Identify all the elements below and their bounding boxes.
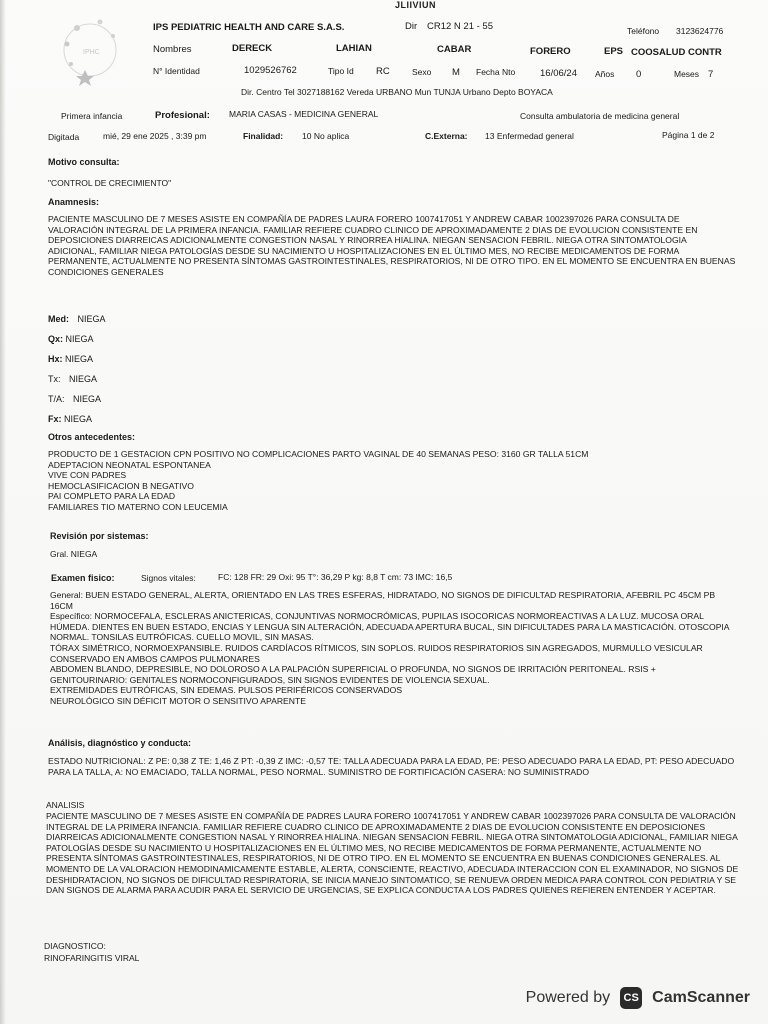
apellido1: CABAR <box>437 44 472 55</box>
antecedente-item: Qx: NIEGA <box>48 334 94 344</box>
tel-label: Teléfono <box>627 26 660 36</box>
otros-line: HEMOCLASIFICACION B NEGATIVO <box>48 480 194 491</box>
apellido2: FORERO <box>530 46 571 57</box>
digitada-label: Digitada <box>48 132 80 142</box>
anamnesis-text: PACIENTE MASCULINO DE 7 MESES ASISTE EN COMPAÑÍA DE PADRES LAURA FORERO 1007417051 Y ANDREW CABAR 1002397026 PARA CONSULTA DE VALORACIÓN INTEGRAL DE LA PRIMERA INFANCIA. FAMILIAR REFIERE CUADRO CLINICO DE APROXIMADAMENTE 2 DIAS DE EVOLUCION CONSISTENTE EN DEPOSICIONES DIARREICAS ADICIONALMENTE CONGESTION NASAL Y RINORREA HIALINA. NIEGAN SENSACION FEBRIL. NIEGA OTRA SINTOMATOLOGIA ADICIONAL, FAMILIAR NIEGA PATOLOGÍAS DESDE SU NACIMIENTO U HOSPITALIZACIONES EN EL ÚLTIMO MES, NO RECIBE MEDICAMENTOS DE FORMA PERMANENTE, ACTUALMENTE NO PRESENTA SÍNTOMAS GASTROINTESTINALES, RESPIRATORIOS, NI DE OTRO TIPO. EN EL MOMENTO SE ENCUENTRA EN BUENAS CONDICIONES GENERALES <box>48 214 736 277</box>
cut-header-text: JLIIVIUN <box>395 0 437 10</box>
antecedente-item: Fx: NIEGA <box>48 414 93 424</box>
revision-label: Revisión por sistemas: <box>50 531 149 541</box>
diagnostico-value: RINOFARINGITIS VIRAL <box>44 953 140 963</box>
eps-label: EPS <box>604 46 624 57</box>
antecedente-item: Hx: NIEGA <box>48 354 94 364</box>
sexo-value: M <box>452 67 460 78</box>
tipo-id-label: Tipo Id <box>328 66 354 76</box>
otros-line: VIVE CON PADRES <box>48 470 127 481</box>
scan-edge-shadow <box>0 0 6 1024</box>
consulta-tipo: Consulta ambulatoria de medicina general <box>520 111 680 121</box>
meses-value: 7 <box>708 69 714 80</box>
motivo-value: "CONTROL DE CRECIMIENTO" <box>48 178 172 188</box>
analisis-text: PACIENTE MASCULINO DE 7 MESES ASISTE EN COMPAÑÍA DE PADRES LAURA FORERO 1007417051 Y ANDREW CABAR 1002397026 PARA CONSULTA DE VALORACIÓN INTEGRAL DE LA PRIMERA INFANCIA. FAMILIAR REFIERE CUADRO CLINICO DE APROXIMADAMENTE 2 DIAS DE EVOLUCION CONSISTENTE EN DEPOSICIONES DIARREICAS ADICIONALMENTE CONGESTION NASAL Y RINORREA HIALINA. NIEGAN SENSACION FEBRIL. NIEGA OTRA SINTOMATOLOGIA ADICIONAL, FAMILIAR NIEGA PATOLOGÍAS DESDE SU NACIMIENTO U HOSPITALIZACIONES EN EL ÚLTIMO MES, NO RECIBE MEDICAMENTOS DE FORMA PERMANENTE, ACTUALMENTE NO PRESENTA SÍNTOMAS GASTROINTESTINALES, RESPIRATORIOS, NI DE OTRO TIPO. EN EL MOMENTO SE ENCUENTRA EN BUENAS CONDICIONES GENERALES. AL MOMENTO DE LA VALORACION HEMODINAMICAMENTE ESTABLE, ALERTA, CONSCIENTE, REACTIVO, ADECUADA INTERACCION CON EL EXAMINADOR, NO SIGNOS DE DESHIDRATACION, NO SIGNOS DE DIFICULTAD RESPIRATORIA, SE INICIA MANEJO SINTOMATICO, SE RENUEVA ORDEN MEDICA PARA CONTROL CON PEDIATRIA Y SE DAN SIGNOS DE ALARMA PARA ACUDIR PARA EL SERVICIO DE URGENCIAS, SE EXPLICA CONDUCTA A LOS PADRES QUIENES REFIEREN ENTENDER Y ACEPTAR. <box>46 811 739 896</box>
page-number: Página 1 de 2 <box>662 130 715 140</box>
antecedente-item: Med: NIEGA <box>48 314 106 324</box>
otros-line: FAMILIARES TIO MATERNO CON LEUCEMIA <box>48 501 228 512</box>
id-value: 1029526762 <box>244 65 297 76</box>
camscanner-watermark <box>526 982 750 1014</box>
otros-list <box>48 449 588 513</box>
revision-value: Gral. NIEGA <box>50 549 98 559</box>
diagnostico-title: DIAGNOSTICO: <box>44 941 106 951</box>
grupo-etario: Primera infancia <box>61 111 123 121</box>
clinic-name: IPS PEDIATRIC HEALTH AND CARE S.A.S. <box>153 22 345 33</box>
address-line: Dir. Centro Tel 3027188162 Vereda URBANO Mun TUNJA Urbano Depto BOYACA <box>241 87 553 97</box>
examen-text: General: BUEN ESTADO GENERAL, ALERTA, ORIENTADO EN LAS TRES ESFERAS, HIDRATADO, NO SIGNOS DE DIFICULTAD RESPIRATORIA, AFEBRIL PC 45CM PB 16CM Específico: NORMOCEFALA, ESCLERAS ANICTERICAS, CONJUNTIVAS NORMOCRÓMICAS, PUPILAS ISOCORICAS NORMOREACTIVAS A LA LUZ. MUCOSA ORAL HÚMEDA. DIENTES EN BUEN ESTADO, ENCIAS Y LENGUA SIN ALTERACIÓN, ADECUADA APERTURA BUCAL, SIN DIFICULTADES PARA LA MASTICACIÓN. OTOSCOPIA NORMAL. TONSILAS EUTRÓFICAS. CUELLO MOVIL, SIN MASAS. TÓRAX SIMÉTRICO, NORMOEXPANSIBLE. RUIDOS CARDÍACOS RÍTMICOS, SIN SOPLOS. RUIDOS RESPIRATORIOS SIN AGREGADOS, MURMULLO VESICULAR CONSERVADO EN AMBOS CAMPOS PULMONARES ABDOMEN BLANDO, DEPRESIBLE, NO DOLOROSO A LA PALPACIÓN SUPERFICIAL O PROFUNDA, NO SIGNOS DE IRRITACIÓN PERITONEAL. RSIS + GENITOURINARIO: GENITALES NORMOCONFIGURADOS, SIN SIGNOS EVIDENTES DE VIOLENCIA SEXUAL. EXTREMIDADES EUTRÓFICAS, SIN EDEMAS. PULSOS PERIFÉRICOS CONSERVADOS NEUROLÓGICO SIN DÉFICIT MOTOR O SENSITIVO APARENTE <box>50 590 730 706</box>
fecha-nto-value: 16/06/24 <box>540 68 577 79</box>
finalidad-label: Finalidad: <box>243 131 284 141</box>
dir-label: Dir <box>405 21 418 32</box>
eps-value: COOSALUD CONTR <box>631 47 722 58</box>
meses-label: Meses <box>674 69 700 79</box>
anos-value: 0 <box>636 69 642 80</box>
analisis-title: ANALISIS <box>46 800 85 810</box>
finalidad-value: 10 No aplica <box>302 131 350 141</box>
motivo-label: Motivo consulta: <box>48 157 120 167</box>
nombres-label: Nombres <box>153 44 192 55</box>
svg-text:IPHC: IPHC <box>83 49 100 56</box>
digitada-value: mié, 29 ene 2025 , 3:39 pm <box>103 131 207 141</box>
powered-by-text: Powered by <box>525 989 611 1006</box>
camscanner-brand: CamScanner <box>652 989 750 1006</box>
otros-line: ADEPTACION NEONATAL ESPONTANEA <box>48 459 211 470</box>
clinic-logo-icon <box>55 14 125 86</box>
anamnesis-label: Anamnesis: <box>48 197 100 207</box>
anos-label: Años <box>595 69 615 79</box>
tel-value: 3123624776 <box>676 26 724 36</box>
tipo-id-value: RC <box>376 66 390 77</box>
dir-value: CR12 N 21 - 55 <box>427 21 494 32</box>
otros-label: Otros antecedentes: <box>48 432 136 442</box>
antecedente-item: Tx: NIEGA <box>48 374 98 384</box>
estado-nutricional-text: ESTADO NUTRICIONAL: Z PE: 0,38 Z TE: 1,46 Z PT: -0,39 Z IMC: -0,57 TE: TALLA ADECUADA PARA LA EDAD, PE: PESO ADECUADO PARA LA EDAD, PT: PESO ADECUADO PARA LA TALLA, A: NO EMACIADO, TALLA NORMAL, PESO NORMAL. SUMINISTRO DE FORTIFICACIÓN CASERA: NO SUMINISTRADO <box>48 756 735 777</box>
signos-value: FC: 128 FR: 29 Oxi: 95 T°: 36,29 P kg: 8,8 T cm: 73 IMC: 16,5 <box>218 572 453 582</box>
cexterna-label: C.Externa: <box>425 131 468 141</box>
analisis-label: Análisis, diagnóstico y conducta: <box>48 738 192 748</box>
id-label: N° Identidad <box>153 66 200 76</box>
signos-label: Signos vitales: <box>141 573 196 583</box>
profesional-value: MARIA CASAS - MEDICINA GENERAL <box>229 109 379 119</box>
nombre1: DERECK <box>232 43 273 54</box>
fecha-nto-label: Fecha Nto <box>476 67 516 77</box>
sexo-label: Sexo <box>412 67 432 77</box>
examen-label: Examen fisico: <box>51 573 115 583</box>
otros-line: PRODUCTO DE 1 GESTACION CPN POSITIVO NO COMPLICACIONES PARTO VAGINAL DE 40 SEMANAS PESO: 3160 GR TALLA 51CM <box>48 449 589 459</box>
profesional-label: Profesional: <box>155 110 210 121</box>
camscanner-logo-icon: CS <box>620 987 642 1009</box>
nombre2: LAHIAN <box>336 43 372 54</box>
cexterna-value: 13 Enfermedad general <box>485 131 574 141</box>
antecedente-item: T/A: NIEGA <box>48 394 102 404</box>
otros-line: PAI COMPLETO PARA LA EDAD <box>48 491 176 502</box>
